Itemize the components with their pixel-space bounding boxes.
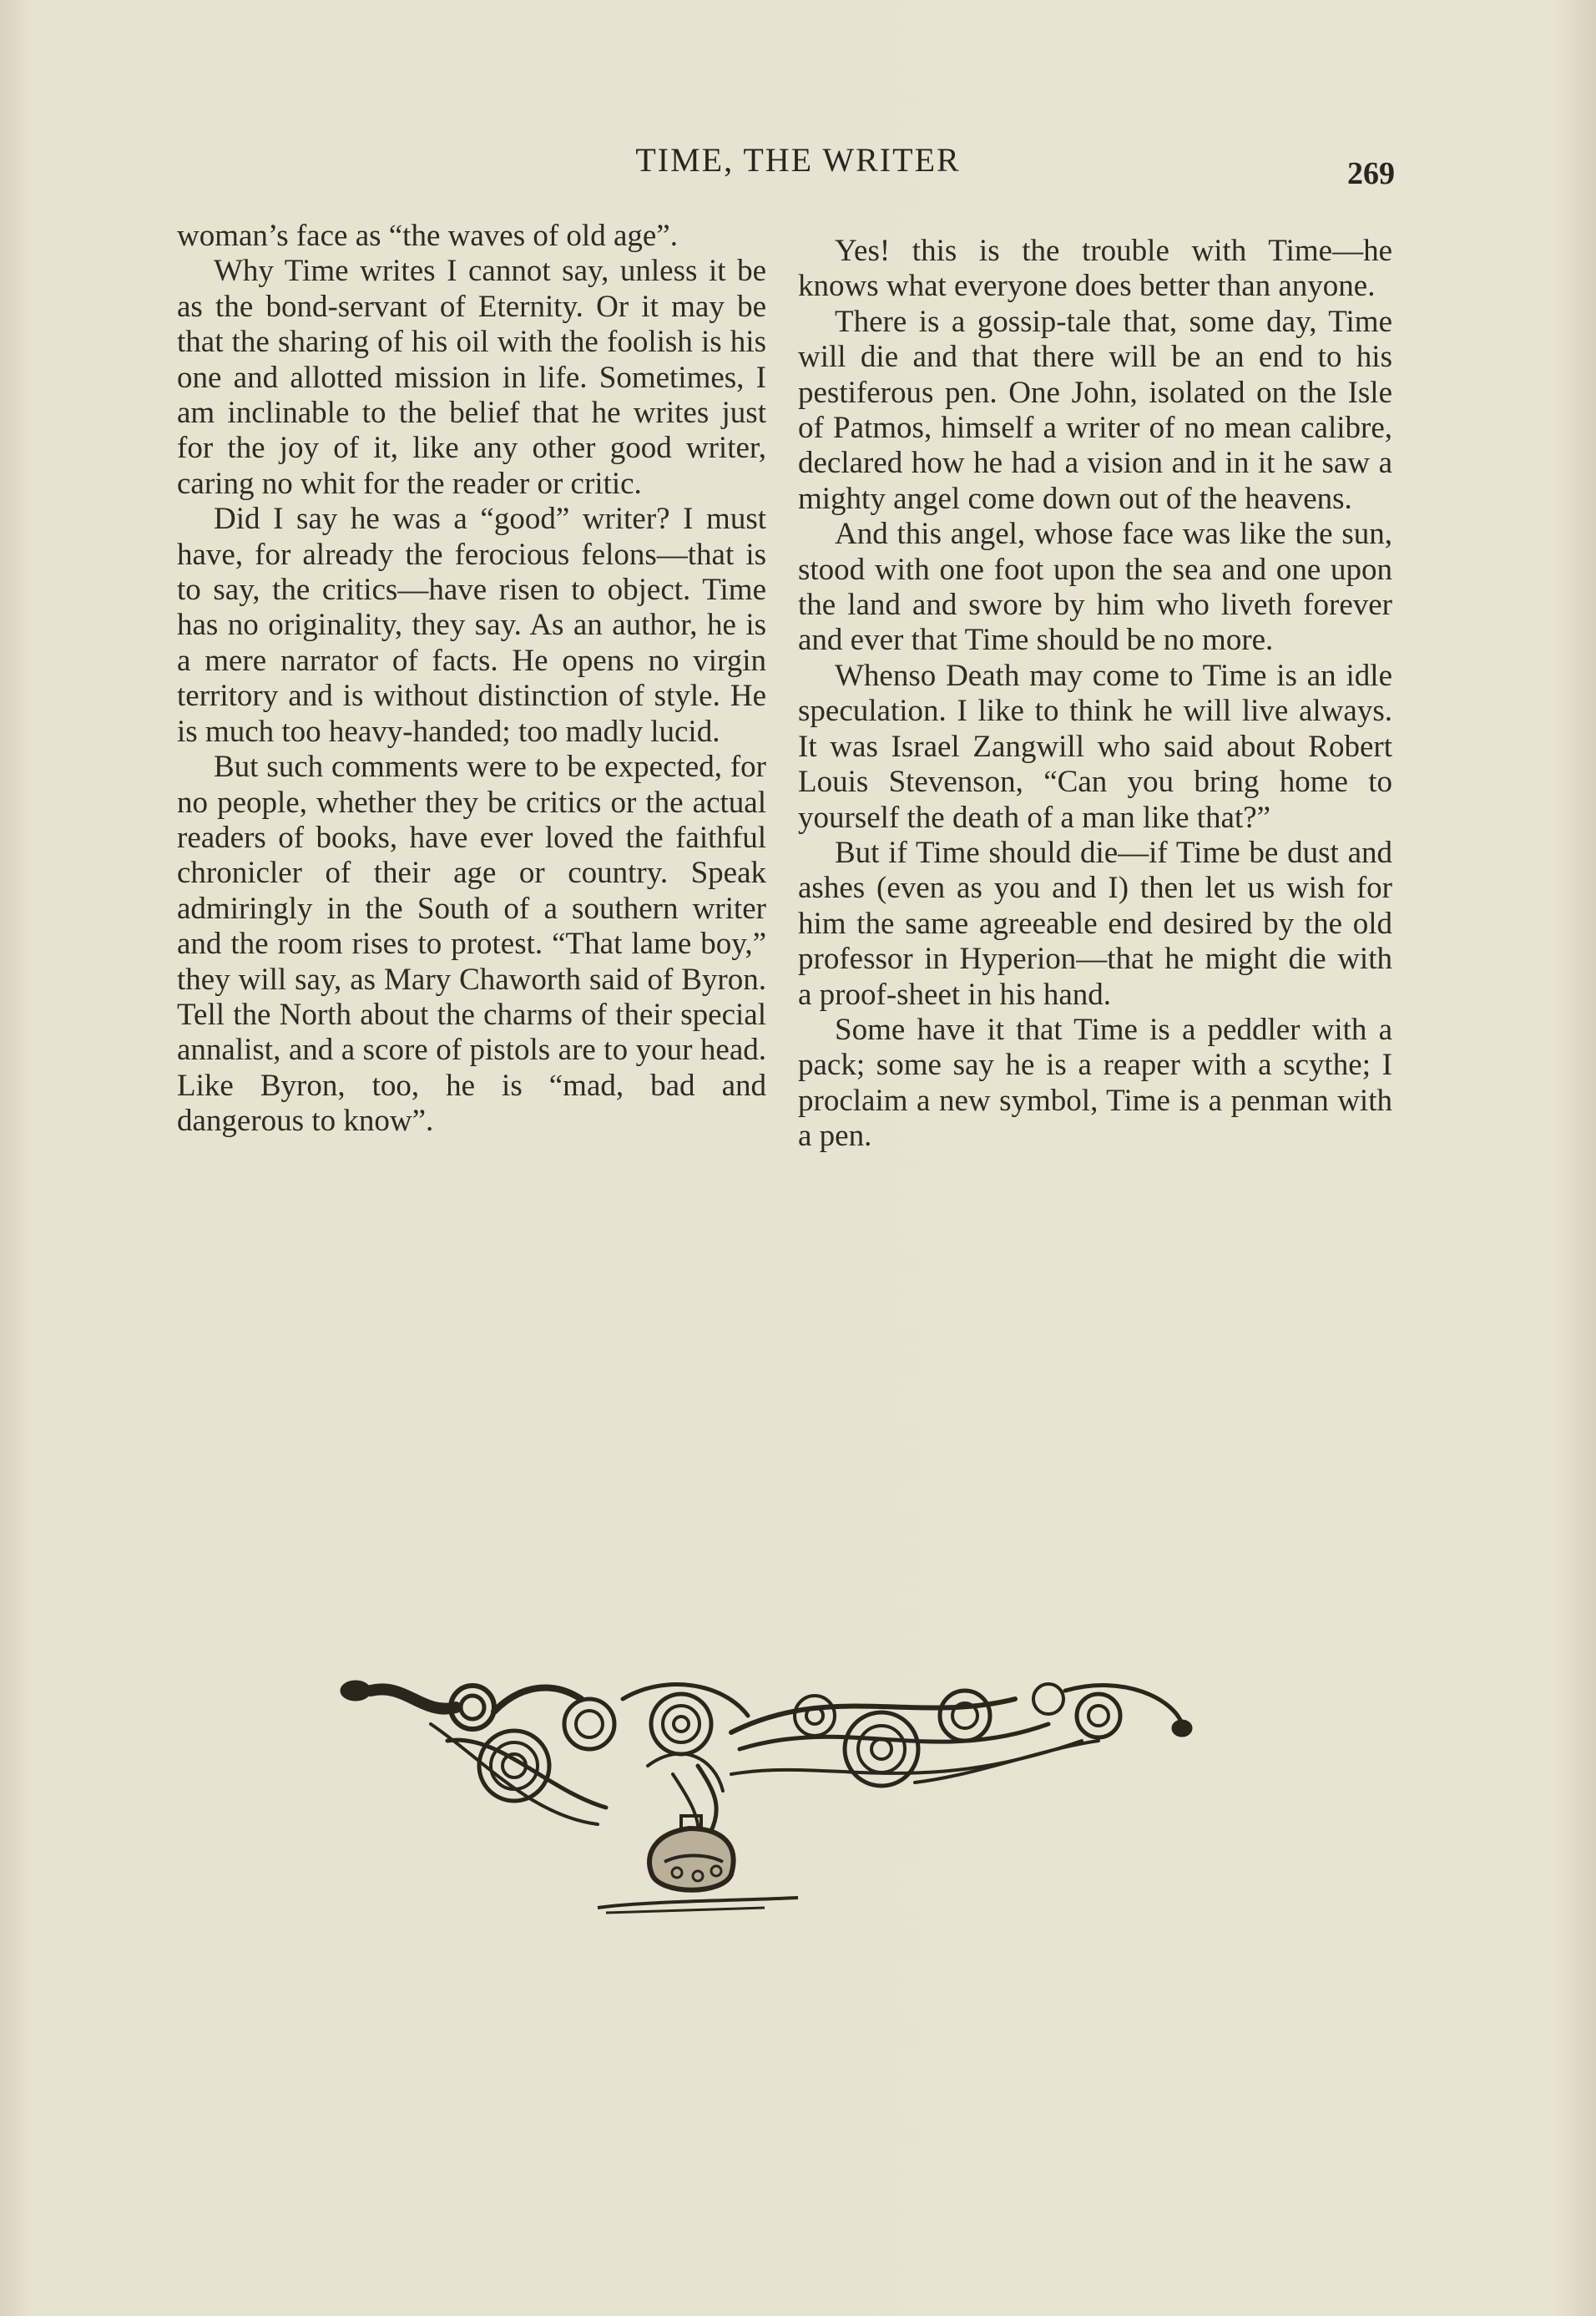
- paragraph: Yes! this is the trouble with Time—he knows what everyone does better than anyone.: [798, 234, 1392, 304]
- paragraph: There is a gossip-tale that, some day, Time will die and that there will be an end to his pestiferous pen. One John, isolated on the Isle of Patmos, himself a writer of no mean calibre, declared how he had a vision and in it he saw a mighty angel come down out of the heavens.: [798, 304, 1392, 516]
- paragraph: But such comments were to be expected, for no people, whether they be critics or the actual readers of books, have ever loved the faithful chronicler of their age or country. Speak admiringly in the South of a southern writer and the room rises to protest. “That lame boy,” they will say, as Mary Chaworth said of Byron. Tell the North about the charms of their special annalist, and a score of pistols are to your head. Like Byron, too, he is “mad, bad and dangerous to know”.: [177, 750, 766, 1139]
- inkpot-swirl-ornament-icon: [331, 1666, 1207, 1916]
- paragraph: Why Time writes I cannot say, unless it be as the bond-servant of Eternity. Or it may be that the sharing of his oil with the foolish is his one and allotted mission in life. Sometimes, I am inclinable to the belief that he writes just for the joy of it, like any other good writer, caring no whit for the reader or critic.: [177, 254, 766, 501]
- paragraph: Did I say he was a “good” writer? I must have, for already the ferocious felons—that is to say, the critics—have risen to object. Time has no originality, they say. As an author, he is a mere narrator of facts. He opens no virgin territory and is without distinction of style. He is much too heavy-handed; too madly lucid.: [177, 502, 766, 749]
- paragraph: But if Time should die—if Time be dust and ashes (even as you and I) then let us wish for him the same agreeable end desired by the old professor in Hyperion—that he might die with a proof-sheet in his hand.: [798, 835, 1392, 1012]
- left-column: [177, 219, 766, 1140]
- running-header-title: TIME, THE WRITER: [635, 141, 961, 179]
- paragraph: Some have it that Time is a peddler with a pack; some say he is a reaper with a scythe; I proclaim a new symbol, Time is a penman with a pen.: [798, 1012, 1392, 1154]
- page-number: 269: [1347, 156, 1395, 191]
- paragraph: And this angel, whose face was like the sun, stood with one foot upon the sea and one upon the land and swore by him who liveth forever and ever that Time should be no more.: [798, 517, 1392, 658]
- paragraph: Whenso Death may come to Time is an idle speculation. I like to think he will live always. It was Israel Zangwill who said about Robert Louis Stevenson, “Can you bring home to yourself the death of a man like that?”: [798, 658, 1392, 835]
- paragraph: woman’s face as “the waves of old age”.: [177, 219, 678, 253]
- right-column: [798, 234, 1392, 1155]
